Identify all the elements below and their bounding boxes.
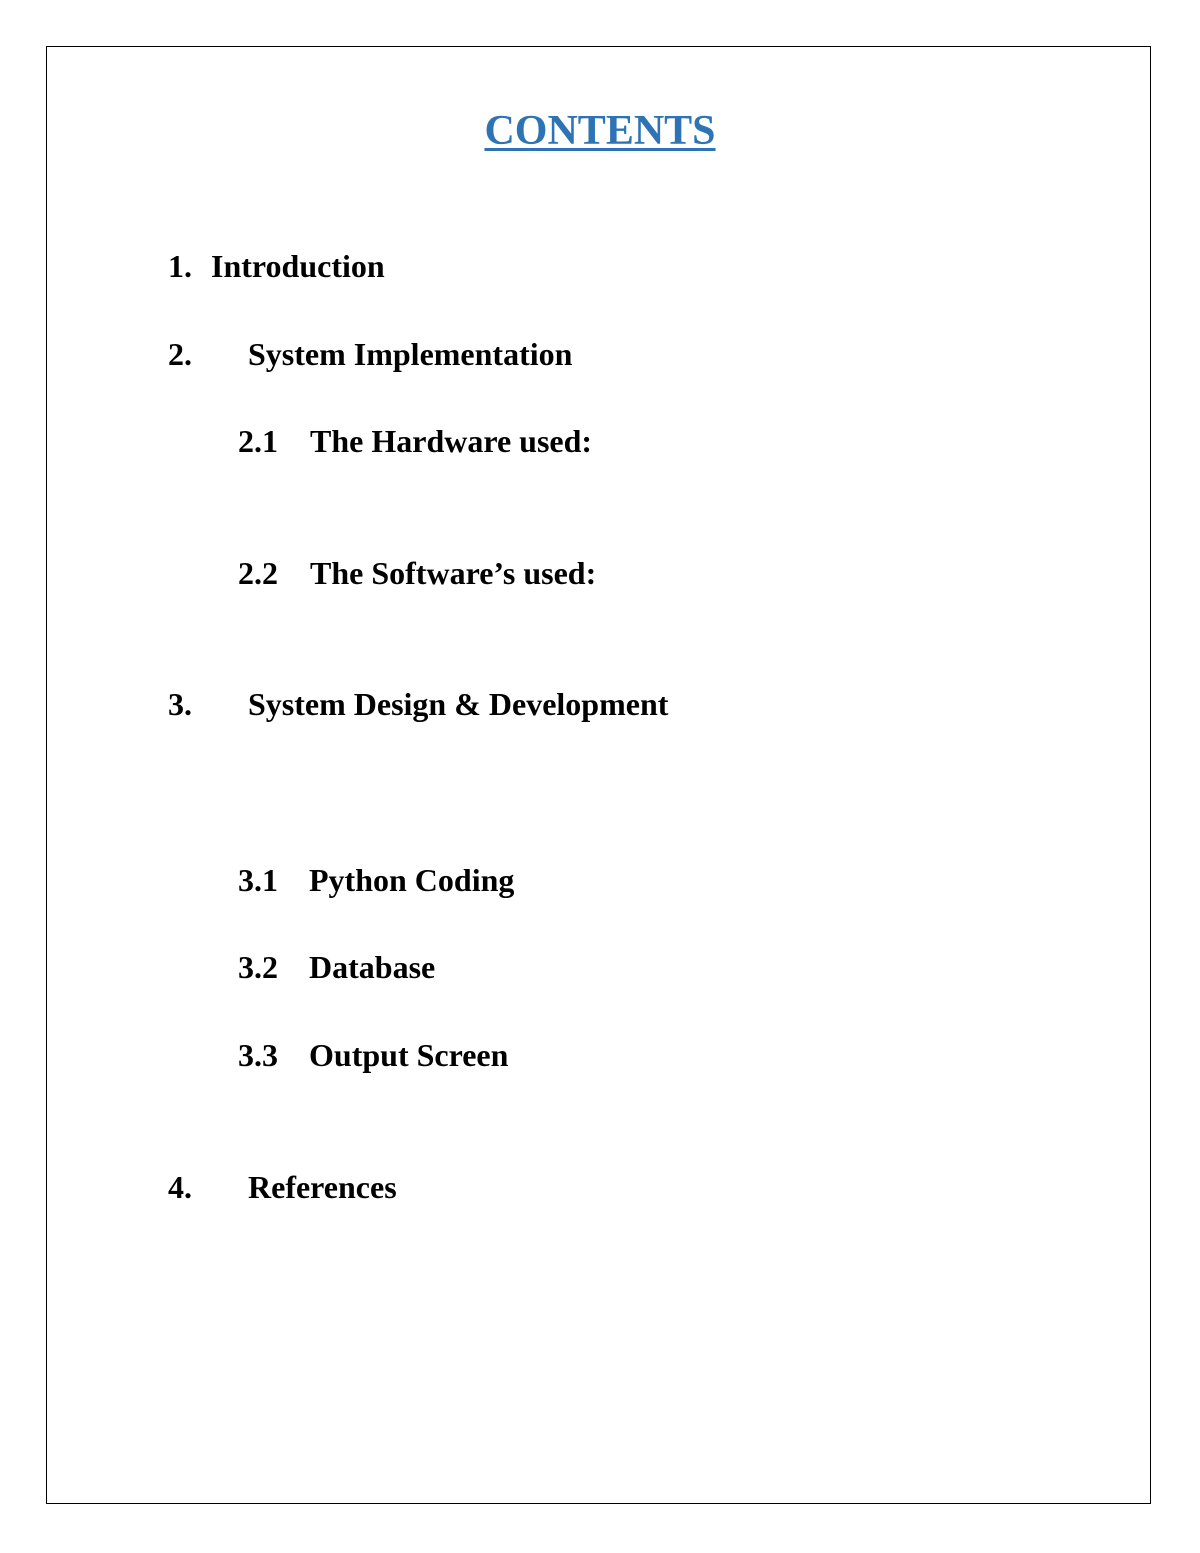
toc-entry-number: 4.: [168, 1169, 192, 1205]
toc-entry-number: 1.: [168, 248, 192, 284]
toc-entry-number: 3.2: [238, 949, 278, 985]
page-title: CONTENTS: [484, 108, 716, 154]
toc-entry-number: 2.: [168, 336, 192, 372]
toc-entry-number: 3.1: [238, 862, 278, 898]
toc-entry-title: Python Coding: [309, 862, 515, 898]
toc-entry-title: The Software’s used:: [310, 555, 597, 591]
toc-entry-number: 3.3: [238, 1037, 278, 1073]
toc-entry-title: System Design & Development: [248, 686, 669, 722]
toc-entry-title: System Implementation: [248, 336, 573, 372]
toc-entry-title: Output Screen: [309, 1037, 509, 1073]
toc-entry-number: 3.: [168, 686, 192, 722]
toc-entry-number: 2.2: [238, 555, 278, 591]
toc-entry-title: Introduction: [211, 248, 385, 284]
toc-entry-title: Database: [309, 949, 436, 985]
toc-entry-number: 2.1: [238, 423, 278, 459]
toc-entry-title: The Hardware used:: [310, 423, 593, 459]
toc-entry-title: References: [248, 1169, 397, 1205]
